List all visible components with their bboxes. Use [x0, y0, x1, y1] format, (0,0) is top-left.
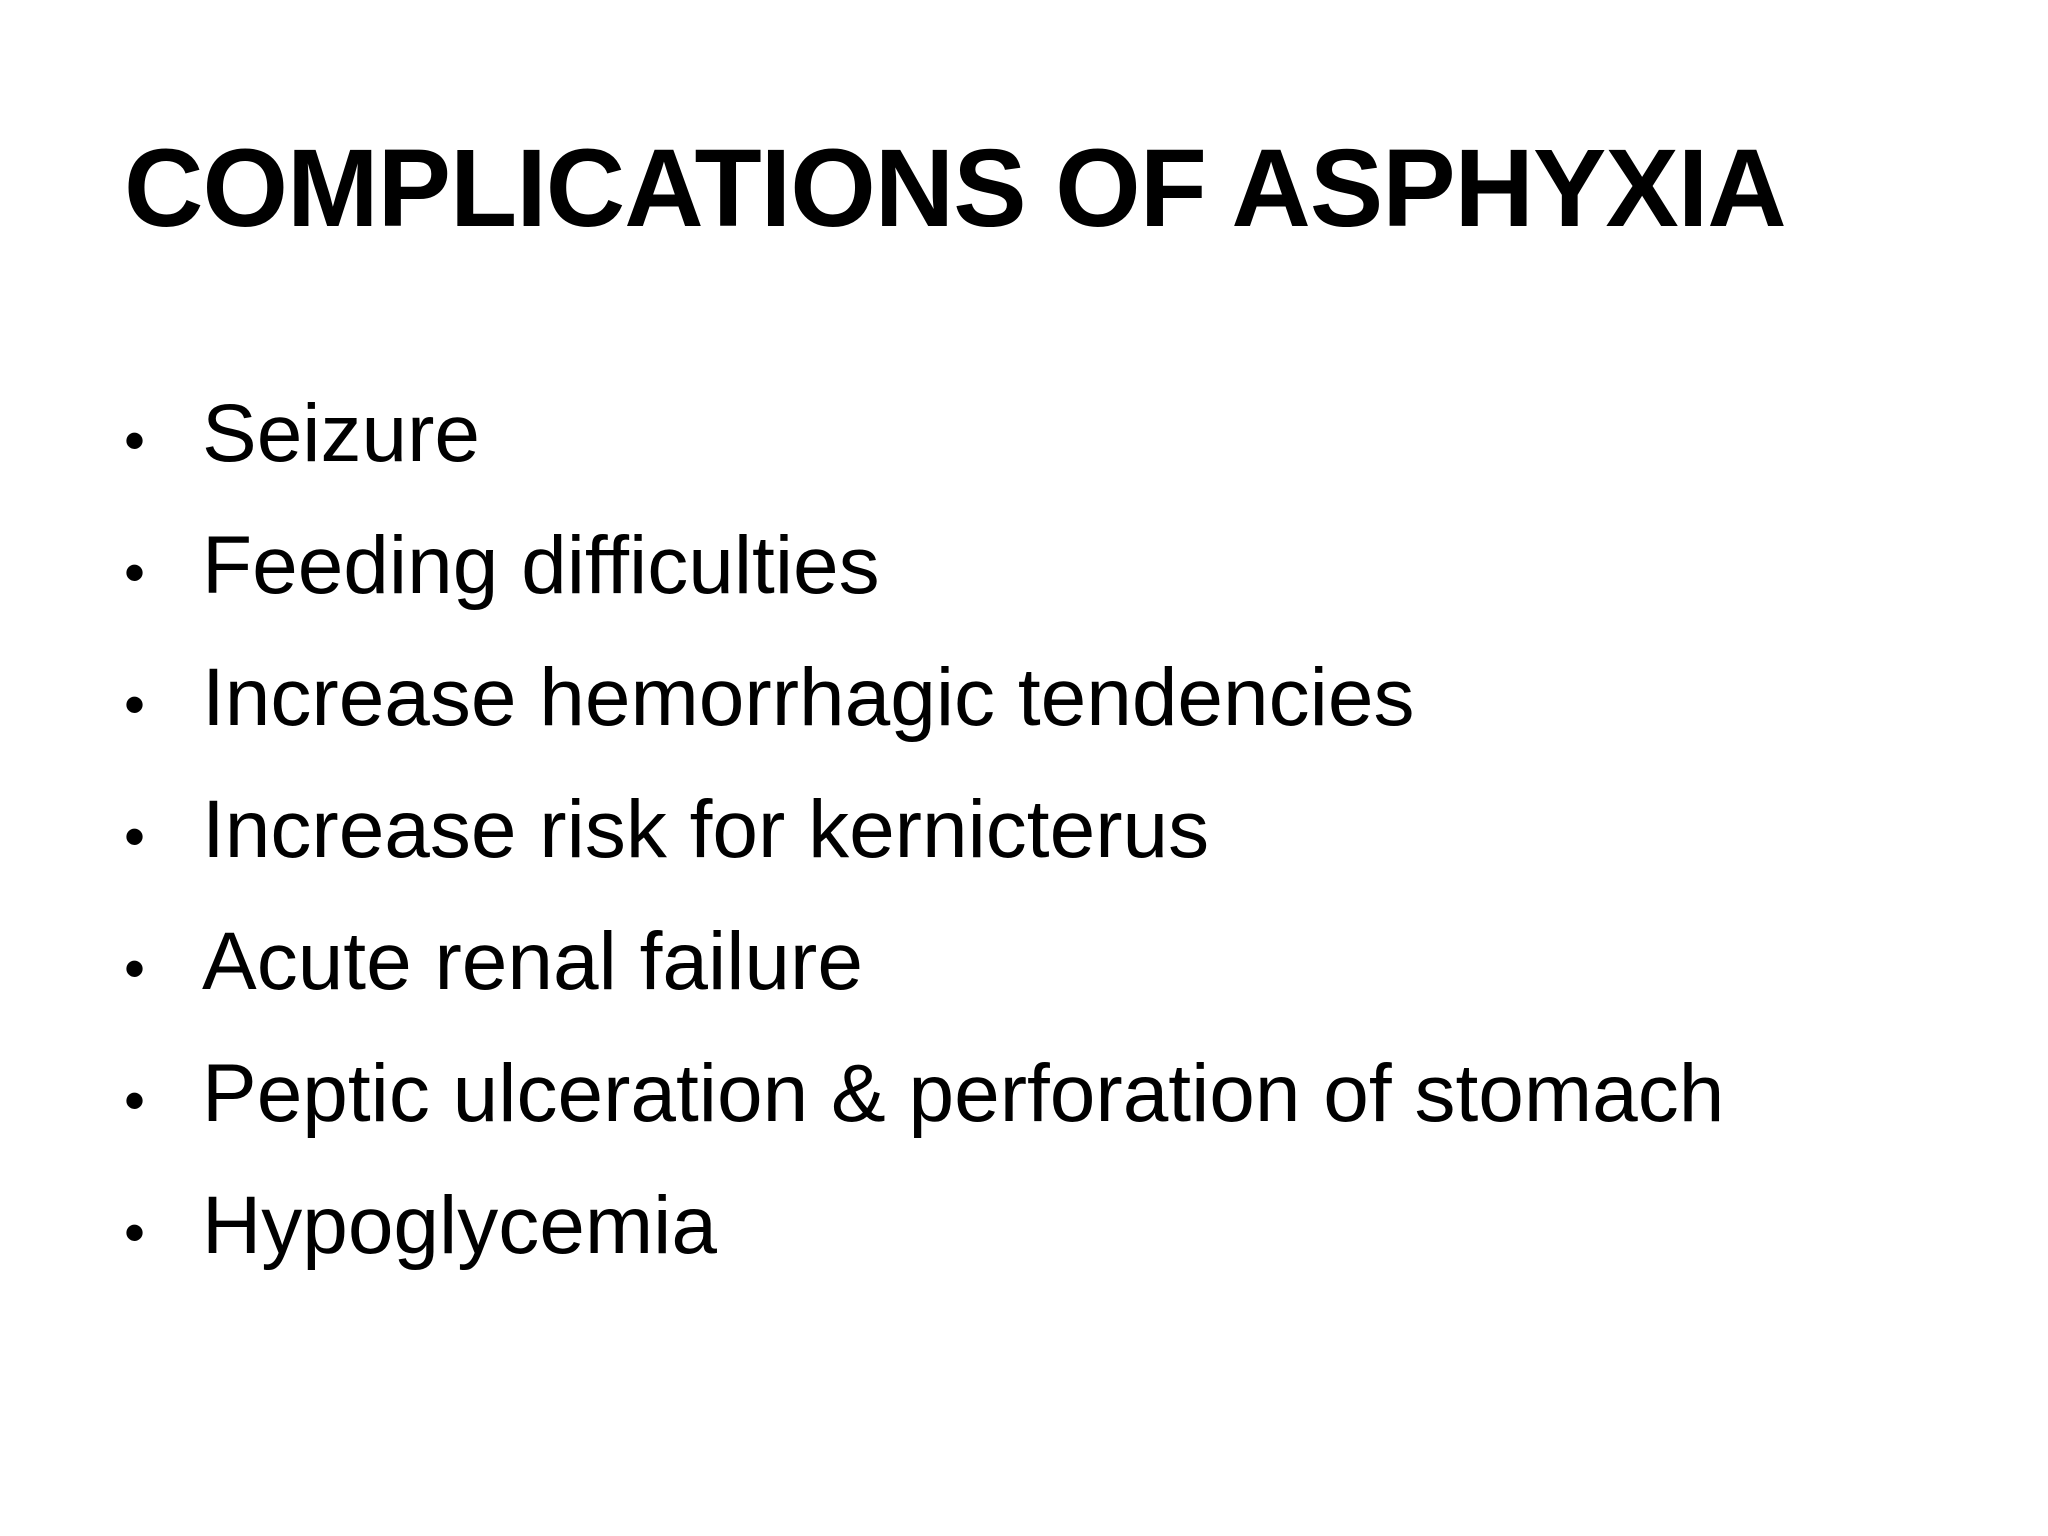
list-item-text: Seizure — [202, 388, 481, 479]
list-item — [124, 1028, 2004, 1160]
list-item-text: Hypoglycemia — [202, 1180, 717, 1271]
bullet-icon: • — [124, 539, 146, 606]
bullet-icon: • — [124, 671, 146, 738]
list-item-text: Peptic ulceration & perforation of stomach — [202, 1048, 1725, 1139]
bullet-icon: • — [124, 1067, 146, 1134]
list-item — [124, 368, 2004, 500]
list-item — [124, 896, 2004, 1028]
list-item — [124, 764, 2004, 896]
list-item-text: Increase hemorrhagic tendencies — [202, 652, 1415, 743]
list-item-text: Feeding difficulties — [202, 520, 880, 611]
list-item — [124, 500, 2004, 632]
bullet-icon: • — [124, 407, 146, 474]
list-item — [124, 632, 2004, 764]
list-item-text: Acute renal failure — [202, 916, 863, 1007]
bullet-icon: • — [124, 1199, 146, 1266]
list-item — [124, 1160, 2004, 1292]
list-item-text: Increase risk for kernicterus — [202, 784, 1210, 875]
bullet-icon: • — [124, 935, 146, 1002]
bullet-icon: • — [124, 803, 146, 870]
bullet-list — [124, 368, 2004, 1292]
slide-title: COMPLICATIONS OF ASPHYXIA — [124, 127, 1786, 250]
